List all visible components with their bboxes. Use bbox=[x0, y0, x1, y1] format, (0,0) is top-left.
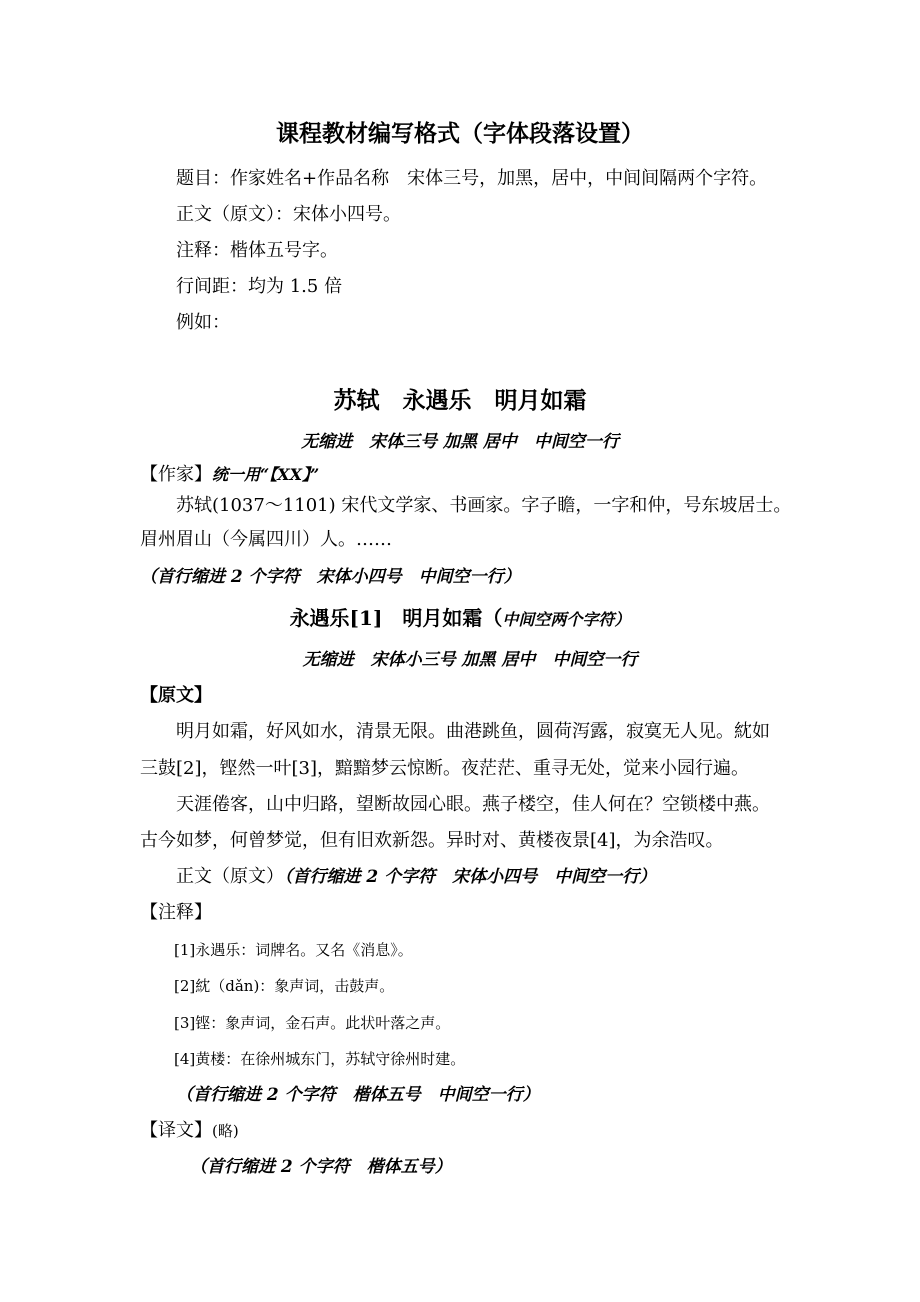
author-bio-line-2: 眉州眉山（今属四川）人。…… bbox=[140, 529, 392, 550]
guide-item-notes-format: 注释：楷体五号字。 bbox=[176, 240, 338, 261]
original-line: 天涯倦客，山中归路，望断故园心眼。燕子楼空，佳人何在？空锁楼中燕。 bbox=[176, 794, 770, 815]
original-line: 三鼓[2]，铿然一叶[3]，黯黯梦云惊断。夜茫茫、重寻无处，觉来小园行遍。 bbox=[140, 758, 749, 779]
original-line: 明月如霜，好风如水，清景无限。曲港跳鱼，圆荷泻露，寂寞无人见。紞如 bbox=[176, 721, 770, 742]
poem-title: 永遇乐[1] 明月如霜（ bbox=[289, 606, 503, 630]
translation-format-note: （首行缩进 2 个字符 楷体五号） bbox=[190, 1157, 452, 1177]
notes-format-note: （首行缩进 2 个字符 楷体五号 中间空一行） bbox=[176, 1085, 540, 1105]
author-bio-line-1: 苏轼(1037～1101) 宋代文学家、书画家。字子瞻，一字和仲，号东坡居士。 bbox=[176, 495, 792, 516]
poem-title-line bbox=[0, 604, 920, 632]
original-format-note: （首行缩进 2 个字符 宋体小四号 中间空一行） bbox=[284, 867, 657, 887]
guide-item-example-label: 例如： bbox=[176, 312, 230, 333]
author-label: 【作家】 bbox=[140, 464, 212, 485]
note-item: [2]紞（dǎn)：象声词，击鼓声。 bbox=[174, 977, 395, 995]
note-item: [1]永遇乐：词牌名。又名《消息》。 bbox=[174, 941, 413, 959]
original-line: 古今如梦，何曾梦觉，但有旧欢新怨。异时对、黄楼夜景[4]，为余浩叹。 bbox=[140, 830, 724, 851]
note-item: [4]黄楼：在徐州城东门，苏轼守徐州时建。 bbox=[174, 1050, 466, 1068]
original-format-prefix: 正文（原文） bbox=[176, 866, 284, 887]
translation-value: (略) bbox=[212, 1122, 239, 1140]
poem-title-note: 中间空两个字符） bbox=[502, 610, 631, 629]
example-title: 苏轼 永遇乐 明月如霜 bbox=[333, 387, 587, 414]
author-heading bbox=[140, 463, 319, 487]
author-format-note: （首行缩进 2 个字符 宋体小四号 中间空一行） bbox=[140, 567, 521, 587]
original-format-line bbox=[176, 865, 656, 889]
poem-title-format-note: 无缩进 宋体小三号 加黑 居中 中间空一行 bbox=[302, 650, 638, 670]
guide-item-title-format: 题目：作家姓名+作品名称 宋体三号，加黑，居中，中间间隔两个字符。 bbox=[176, 168, 768, 189]
example-title-note: 无缩进 宋体三号 加黑 居中 中间空一行 bbox=[301, 432, 619, 452]
guide-item-body-format: 正文（原文）：宋体小四号。 bbox=[176, 204, 401, 225]
author-note: 统一用“【XX】” bbox=[212, 465, 320, 484]
note-item: [3]铿：象声词，金石声。此状叶落之声。 bbox=[174, 1014, 451, 1032]
guide-title: 课程教材编写格式（字体段落设置） bbox=[276, 120, 644, 147]
notes-label: 【注释】 bbox=[140, 902, 212, 923]
translation-label: 【译文】 bbox=[140, 1120, 212, 1141]
original-label: 【原文】 bbox=[140, 685, 212, 706]
guide-item-line-spacing: 行间距：均为 1.5 倍 bbox=[176, 276, 343, 297]
translation-heading bbox=[140, 1119, 239, 1143]
